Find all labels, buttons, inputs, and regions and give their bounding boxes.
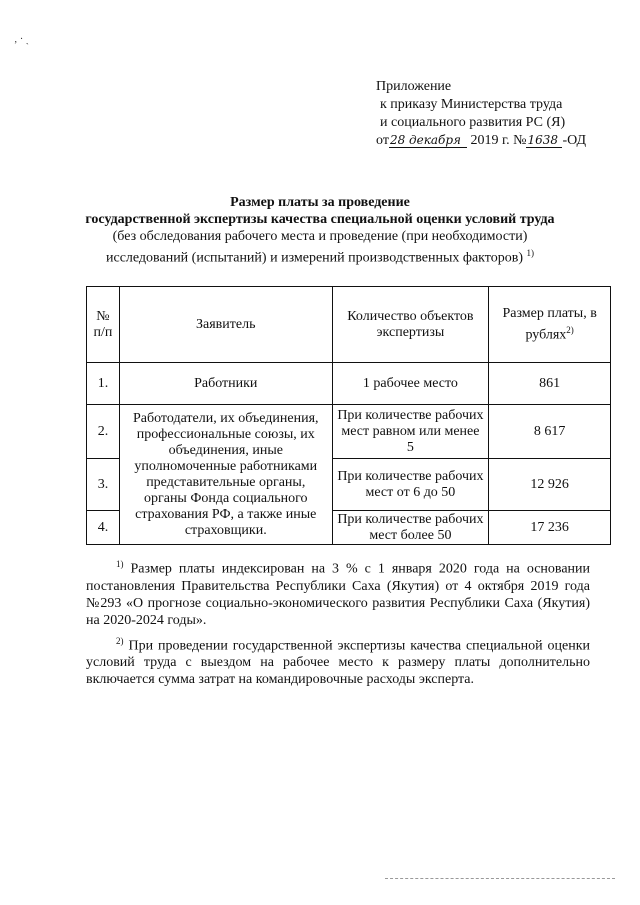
approval-block xyxy=(376,78,616,150)
row-quantity: При количестве рабочих мест от 6 до 50 xyxy=(332,459,489,511)
approval-date-line xyxy=(376,132,616,150)
footnote-1 xyxy=(86,556,590,629)
row-applicant: Работодатели, их объединения, профессиональные союзы, их объединения, иные уполномоченные работниками представительные органы, органы Фонда социального страхования РФ, а также иные страховщики. xyxy=(119,405,332,545)
footnote-1-marker: 1) xyxy=(116,559,124,569)
footnote-1-text: Размер платы индексирован на 3 % с 1 января 2020 года на основании постановления Правительства Республики Саха (Якутия) от 4 октября 2019 года №293 «О прогнозе социально-экономического развития Республики Саха (Якутия) на 2020-2024 годы». xyxy=(86,561,591,628)
row-fee: 17 236 xyxy=(489,511,611,545)
number-suffix: -ОД xyxy=(562,133,587,148)
row-quantity: При количестве рабочих мест более 50 xyxy=(332,511,489,545)
handwritten-number: 1638 xyxy=(526,133,562,148)
title-line-2: государственной экспертизы качества специальной оценки условий труда xyxy=(85,212,555,227)
table-row xyxy=(87,363,611,405)
row-quantity: 1 рабочее место xyxy=(332,363,489,405)
scan-bottom-line xyxy=(385,878,615,879)
scan-corner-marks: ‚ · ˎ xyxy=(14,34,29,45)
footnotes xyxy=(86,556,590,692)
header-applicant: Заявитель xyxy=(119,287,332,363)
approval-line-3: и социального развития РС (Я) xyxy=(380,115,566,130)
approval-line-1: Приложение xyxy=(376,79,452,94)
table-row xyxy=(87,405,611,459)
year-text: 2019 г. № xyxy=(470,133,527,148)
title-line-3: (без обследования рабочего места и проведение (при необходимости) xyxy=(112,229,528,244)
footnote-ref-2: 2) xyxy=(566,324,574,335)
title-line-4-text: исследований (испытаний) и измерений производственных факторов) xyxy=(106,250,523,266)
footnote-2-marker: 2) xyxy=(116,635,124,646)
footnote-ref-1: 1) xyxy=(526,248,534,258)
date-prefix: от xyxy=(376,133,389,148)
row-applicant: Работники xyxy=(119,363,332,405)
header-fee-text: Размер платы, в рублях xyxy=(502,305,597,343)
row-num: 2. xyxy=(87,405,120,459)
row-num: 1. xyxy=(87,363,120,405)
row-fee: 8 617 xyxy=(489,405,611,459)
table-header-row xyxy=(87,287,611,363)
header-fee xyxy=(489,287,611,363)
approval-line-2: к приказу Министерства труда xyxy=(380,97,563,112)
header-quantity: Количество объектов экспертизы xyxy=(332,287,489,363)
fee-table xyxy=(86,286,611,545)
footnote-2-text: При проведении государственной экспертизы качества специальной оценки условий труда с выездом на рабочее место к размеру платы дополнительно включается сумма затрат на командировочные расходы эксперта. xyxy=(86,638,590,688)
title-line-1: Размер платы за проведение xyxy=(230,195,410,210)
row-num: 3. xyxy=(87,459,120,511)
row-fee: 861 xyxy=(489,363,611,405)
row-quantity: При количестве рабочих мест равном или менее 5 xyxy=(332,405,489,459)
title-line-4 xyxy=(60,245,580,267)
row-num: 4. xyxy=(87,511,120,545)
handwritten-date: 28 декабря xyxy=(389,133,467,148)
footnote-2 xyxy=(86,633,590,689)
document-title xyxy=(60,194,580,267)
header-num: № п/п xyxy=(87,287,120,363)
row-fee: 12 926 xyxy=(489,459,611,511)
